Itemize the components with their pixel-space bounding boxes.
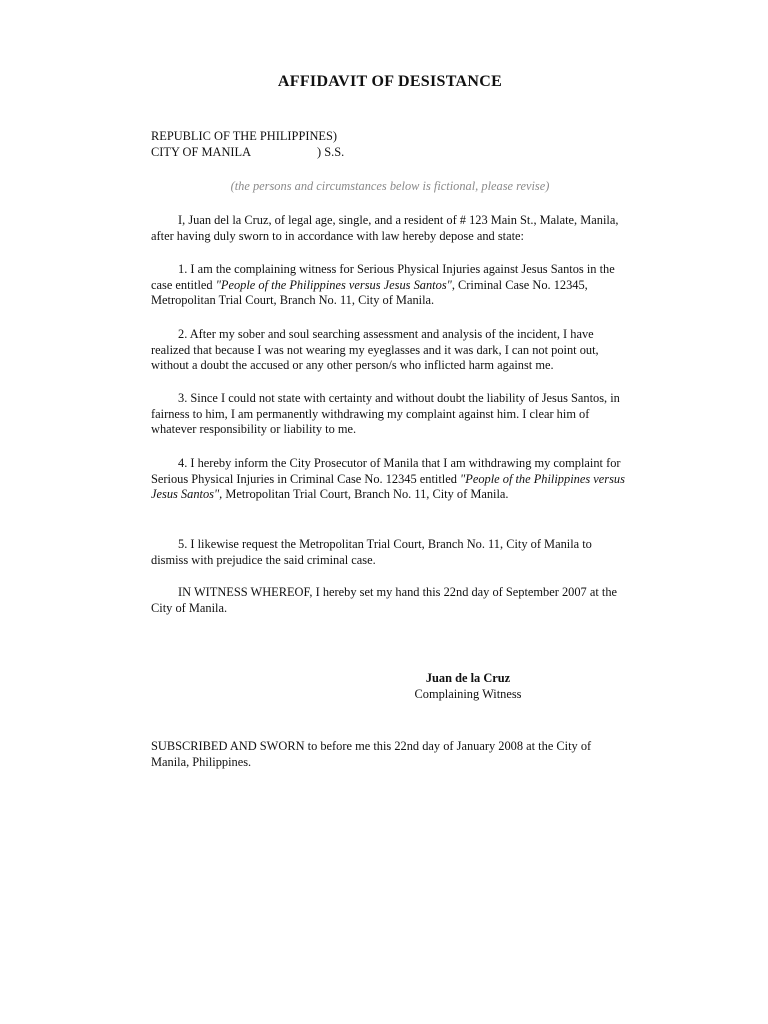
paragraph-1 <box>151 262 629 309</box>
caption-city-line <box>151 145 631 161</box>
paragraph-1-text-a: 1. I am the complaining witness for Serious Physical Injuries against Jesus Santos in the case entitled <box>151 262 615 292</box>
paragraph-4-text-a: 4. I hereby inform the City Prosecutor of Manila that I am withdrawing my complaint for Serious Physical Injuries in Criminal Case No. 12345 entitled <box>151 456 621 486</box>
paragraph-4 <box>151 456 629 503</box>
case-title-italic-2: "People of the Philippines versus Jesus Santos", <box>151 471 625 502</box>
signatory-name: Juan de la Cruz <box>425 671 511 685</box>
jurat-paragraph: SUBSCRIBED AND SWORN to before me this 22nd day of January 2008 at the City of Manila, Philippines. <box>151 739 592 769</box>
caption-city: CITY OF MANILA <box>151 144 252 159</box>
paragraph-2: 2. After my sober and soul searching assessment and analysis of the incident, I have realized that because I was not wearing my eyeglasses and it was dark, I can not point out, without a doubt the accused or any other person/s who inflicted harm against me. <box>151 327 599 373</box>
intro-paragraph: I, Juan del la Cruz, of legal age, single, and a resident of # 123 Main St., Malate, Manila, after having duly sworn to in accordance with law hereby depose and state: <box>151 213 619 243</box>
paragraph-4-text-b: Metropolitan Trial Court, Branch No. 11, City of Manila. <box>222 487 509 502</box>
paragraph-1-text-b: , Criminal Case No. 12345, Metropolitan Trial Court, Branch No. 11, City of Manila. <box>151 277 588 308</box>
signatory-role: Complaining Witness <box>414 686 522 701</box>
case-title-italic: "People of the Philippines versus Jesus Santos" <box>215 277 452 292</box>
document-title: AFFIDAVIT OF DESISTANCE <box>277 73 503 90</box>
venue-caption <box>151 129 631 160</box>
paragraph-3: 3. Since I could not state with certainty and without doubt the liability of Jesus Santos, in fairness to him, I am permanently withdrawing my complaint against him. I clear him of whatever responsibility or liability to me. <box>151 391 620 437</box>
signature-block <box>392 671 544 702</box>
fictional-note: (the persons and circumstances below is fictional, please revise) <box>230 179 550 193</box>
witness-paragraph: IN WITNESS WHEREOF, I hereby set my hand this 22nd day of September 2007 at the City of Manila. <box>151 585 618 615</box>
caption-ss: ) S.S. <box>317 144 345 159</box>
caption-republic: REPUBLIC OF THE PHILIPPINES) <box>151 129 337 143</box>
paragraph-5: 5. I likewise request the Metropolitan Trial Court, Branch No. 11, City of Manila to dismiss with prejudice the said criminal case. <box>151 537 592 567</box>
